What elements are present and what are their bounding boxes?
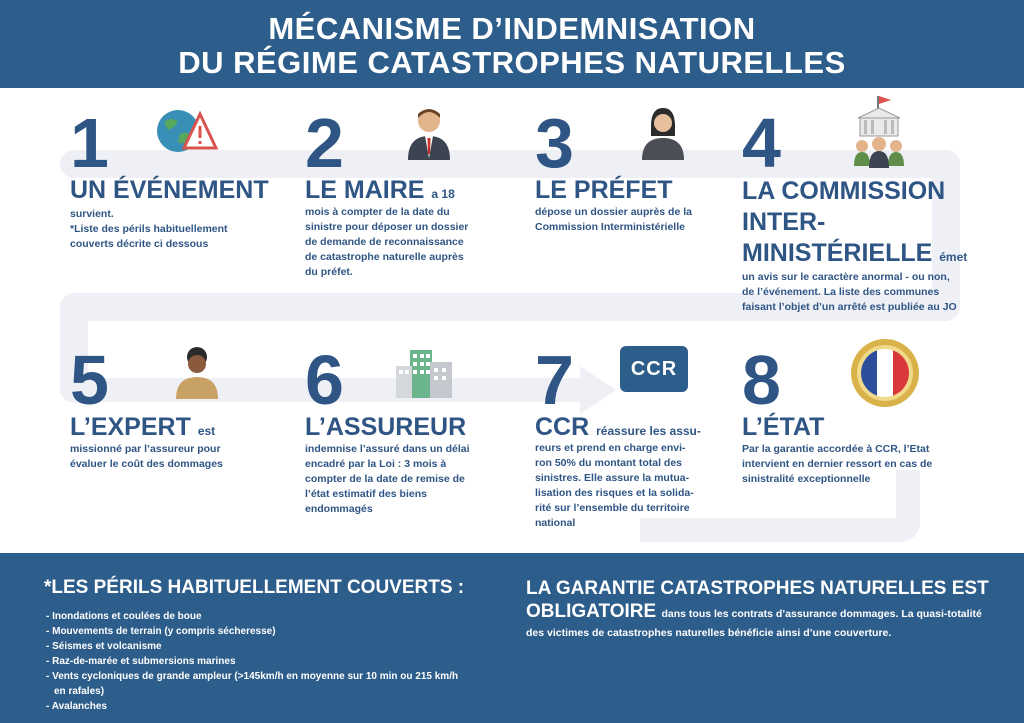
step-4-title-line3: MINISTÉRIELLE: [742, 239, 933, 267]
prefect-icon: [638, 106, 688, 160]
guarantee-description: des victimes de catastrophes naturelles bénéficie ainsi d’une couverture.: [526, 627, 892, 639]
step-2-description: mois à compter de la date du sinistre pour déposer un dossier de demande de reconnaissance de catastrophe naturelle auprès du préfet.: [305, 206, 469, 278]
step-1-number: 1: [70, 104, 109, 182]
expert-icon: [172, 345, 222, 399]
step-6-description: indemnise l’assuré dans un délai encadré par la Loi : 3 mois à compter de la date de remise de l’état estimatif des biens endommagés: [305, 443, 470, 515]
page-header: [0, 0, 1024, 88]
step-3-number: 3: [535, 104, 574, 182]
step-6-number: 6: [305, 341, 344, 419]
ccr-logo-icon: [620, 346, 688, 392]
peril-item: - Inondations et coulées de boue: [46, 611, 202, 622]
step-4-number: 4: [742, 104, 781, 182]
peril-item: - Vents cycloniques de grande ampleur (>145km/h en moyenne sur 10 min ou 215 km/h: [46, 671, 459, 682]
mayor-icon: [404, 106, 454, 160]
step-4-title-line3-wrap: [742, 238, 967, 273]
step-8-title: L’ÉTAT: [742, 413, 825, 441]
perils-list: [46, 609, 458, 714]
step-4-description: un avis sur le caractère anormal - ou non, de l’événement. La liste des communes faisant l’objet d’un arrêté est publiée au JO: [742, 271, 957, 313]
ccr-logo-text: CCR: [630, 358, 678, 380]
step-7-description-rest: ron 50% du montant total des sinistres. Elle assure la mutua-lisation des risques et la solida-rité sur l’ensemble du territoire national: [535, 457, 694, 529]
step-7-title-suffix: réassure les assu-: [596, 424, 701, 438]
perils-title: *LES PÉRILS HABITUELLEMENT COUVERTS :: [44, 577, 465, 598]
footer-panel: [0, 553, 1024, 723]
flow-arrow-icon: [580, 366, 616, 414]
step-4-title-suffix: émet: [939, 250, 968, 264]
step-2-title-suffix: a 18: [431, 187, 455, 201]
step-8-description: Par la garantie accordée à CCR, l’Etat intervient en dernier ressort en cas de sinistralité exceptionnelle: [742, 443, 933, 485]
peril-item: - Séismes et volcanisme: [46, 641, 162, 652]
peril-item: en rafales): [54, 686, 105, 697]
peril-item: - Mouvements de terrain (y compris sécheresse): [46, 626, 276, 637]
step-1-title: UN ÉVÉNEMENT: [70, 176, 269, 204]
guarantee-title: [526, 577, 996, 626]
state-medal-icon: [850, 338, 920, 408]
step-1-description: survient. *Liste des périls habituellement couverts décrite ci dessous: [70, 208, 228, 250]
step-7-title-text: CCR: [535, 413, 590, 441]
guarantee-title-text: LA GARANTIE CATASTROPHES NATURELLES EST OBLIGATOIRE: [526, 578, 989, 622]
peril-item: - Raz-de-marée et submersions marines: [46, 656, 236, 667]
peril-item: - Avalanches: [46, 701, 107, 712]
step-7-description-first: reurs et prend en charge envi-: [535, 442, 686, 454]
step-7-description: [535, 441, 695, 531]
commission-icon: [852, 94, 906, 168]
step-5-description: missionné par l’assureur pour évaluer le coût des dommages: [70, 443, 223, 470]
globe-warning-icon: [154, 108, 218, 154]
step-4-title-line2: INTER-: [742, 208, 826, 236]
page-title-line2: DU RÉGIME CATASTROPHES NATURELLES: [178, 45, 846, 80]
guarantee-inline-text: dans tous les contrats d’assurance dommages. La quasi-totalité: [661, 608, 982, 620]
step-7-number: 7: [535, 341, 574, 419]
step-4-title: [742, 176, 967, 273]
step-2-title-text: LE MAIRE: [305, 176, 425, 204]
step-8-number: 8: [742, 341, 781, 419]
step-6-title: L’ASSUREUR: [305, 413, 467, 441]
insurer-building-icon: [392, 348, 456, 400]
step-3-description: dépose un dossier auprès de la Commission Interministérielle: [535, 206, 692, 233]
page-title-line1: MÉCANISME D’INDEMNISATION: [268, 11, 756, 46]
step-5-title-suffix: est: [197, 424, 216, 438]
flow-path-top: [60, 150, 960, 178]
step-3-title: LE PRÉFET: [535, 176, 673, 204]
step-2-number: 2: [305, 104, 344, 182]
step-5-title-text: L’EXPERT: [70, 413, 191, 441]
step-4-title-line1: LA COMMISSION: [742, 177, 946, 205]
step-5-number: 5: [70, 341, 109, 419]
